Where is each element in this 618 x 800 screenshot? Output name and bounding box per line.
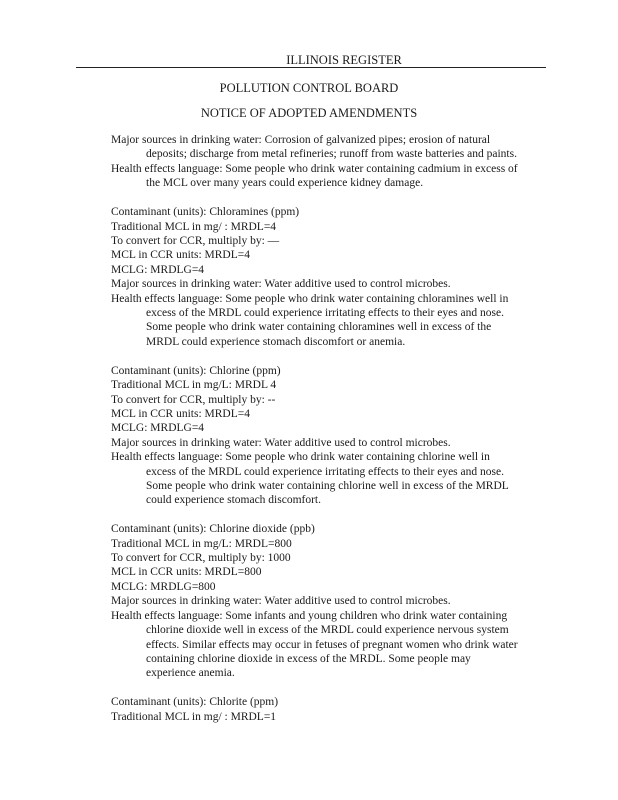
chlorine-dioxide-health-line-1: Health effects language: Some infants and young children who drink water containing — [111, 609, 508, 622]
chlorine-dioxide-ccr: MCL in CCR units: MRDL=800 — [111, 566, 262, 579]
intro-health-line-1: Health effects language: Some people who drink water containing cadmium in excess of — [111, 162, 518, 175]
chloramines-health-line-2: excess of the MRDL could experience irritating effects to their eyes and nose. — [146, 306, 504, 319]
chlorine-mclg: MCLG: MRDLG=4 — [111, 422, 205, 435]
chlorine-dioxide-convert: To convert for CCR, multiply by: 1000 — [111, 552, 291, 565]
chlorine-dioxide-contaminant: Contaminant (units): Chlorine dioxide (ppb) — [111, 523, 315, 536]
chloramines-ccr: MCL in CCR units: MRDL=4 — [111, 249, 250, 262]
notice-title: NOTICE OF ADOPTED AMENDMENTS — [200, 106, 418, 120]
chlorine-health-line-1: Health effects language: Some people who drink water containing chlorine well in — [111, 451, 490, 464]
chloramines-sources: Major sources in drinking water: Water additive used to control microbes. — [111, 278, 451, 291]
intro-health-line-2: the MCL over many years could experience kidney damage. — [146, 177, 424, 190]
chloramines-health-line-3: Some people who drink water containing chloramines well in excess of the — [146, 321, 492, 334]
chlorine-mcl: Traditional MCL in mg/L: MRDL 4 — [111, 379, 277, 392]
chlorine-dioxide-mcl: Traditional MCL in mg/L: MRDL=800 — [111, 537, 292, 550]
chloramines-mcl: Traditional MCL in mg/ : MRDL=4 — [111, 220, 277, 233]
chlorine-dioxide-health-line-5: experience anemia. — [146, 667, 235, 680]
chlorine-sources: Major sources in drinking water: Water additive used to control microbes. — [111, 436, 451, 449]
register-title: ILLINOIS REGISTER — [286, 53, 402, 67]
chloramines-health-line-1: Health effects language: Some people who drink water containing chloramines well in — [111, 292, 509, 305]
chloramines-contaminant: Contaminant (units): Chloramines (ppm) — [111, 206, 300, 219]
intro-sources-line-1: Major sources in drinking water: Corrosion of galvanized pipes; erosion of natural — [111, 134, 491, 146]
chlorine-dioxide-health-line-3: effects. Similar effects may occur in fetuses of pregnant women who drink water — [146, 638, 518, 651]
chlorine-dioxide-health-line-4: containing chlorine dioxide in excess of the MRDL. Some people may — [146, 652, 471, 665]
chlorite-mcl: Traditional MCL in mg/ : MRDL=1 — [111, 710, 277, 723]
chlorine-health-line-2: excess of the MRDL could experience irritating effects to their eyes and nose. — [146, 465, 504, 478]
chlorine-health-line-3: Some people who drink water containing chlorine well in excess of the MRDL — [146, 479, 509, 492]
chlorine-dioxide-health-line-2: chlorine dioxide well in excess of the MRDL could experience nervous system — [146, 624, 509, 637]
chlorine-health-line-4: could experience stomach discomfort. — [146, 494, 321, 507]
chlorine-dioxide-mclg: MCLG: MRDLG=800 — [111, 580, 216, 593]
chlorine-dioxide-sources: Major sources in drinking water: Water additive used to control microbes. — [111, 595, 451, 608]
chlorite-contaminant: Contaminant (units): Chlorite (ppm) — [111, 696, 279, 709]
chloramines-mclg: MCLG: MRDLG=4 — [111, 263, 205, 276]
chlorine-convert: To convert for CCR, multiply by: -- — [111, 393, 276, 406]
intro-sources-line-2: deposits; discharge from metal refineries; runoff from waste batteries and paints. — [146, 148, 517, 161]
header-rule — [76, 67, 546, 68]
document-body — [111, 133, 551, 724]
chlorine-contaminant: Contaminant (units): Chlorine (ppm) — [111, 364, 281, 377]
chloramines-health-line-4: MRDL could experience stomach discomfort or anemia. — [146, 335, 406, 348]
chloramines-convert: To convert for CCR, multiply by: — — [111, 234, 280, 247]
chlorine-ccr: MCL in CCR units: MRDL=4 — [111, 407, 250, 420]
board-title: POLLUTION CONTROL BOARD — [219, 81, 399, 95]
